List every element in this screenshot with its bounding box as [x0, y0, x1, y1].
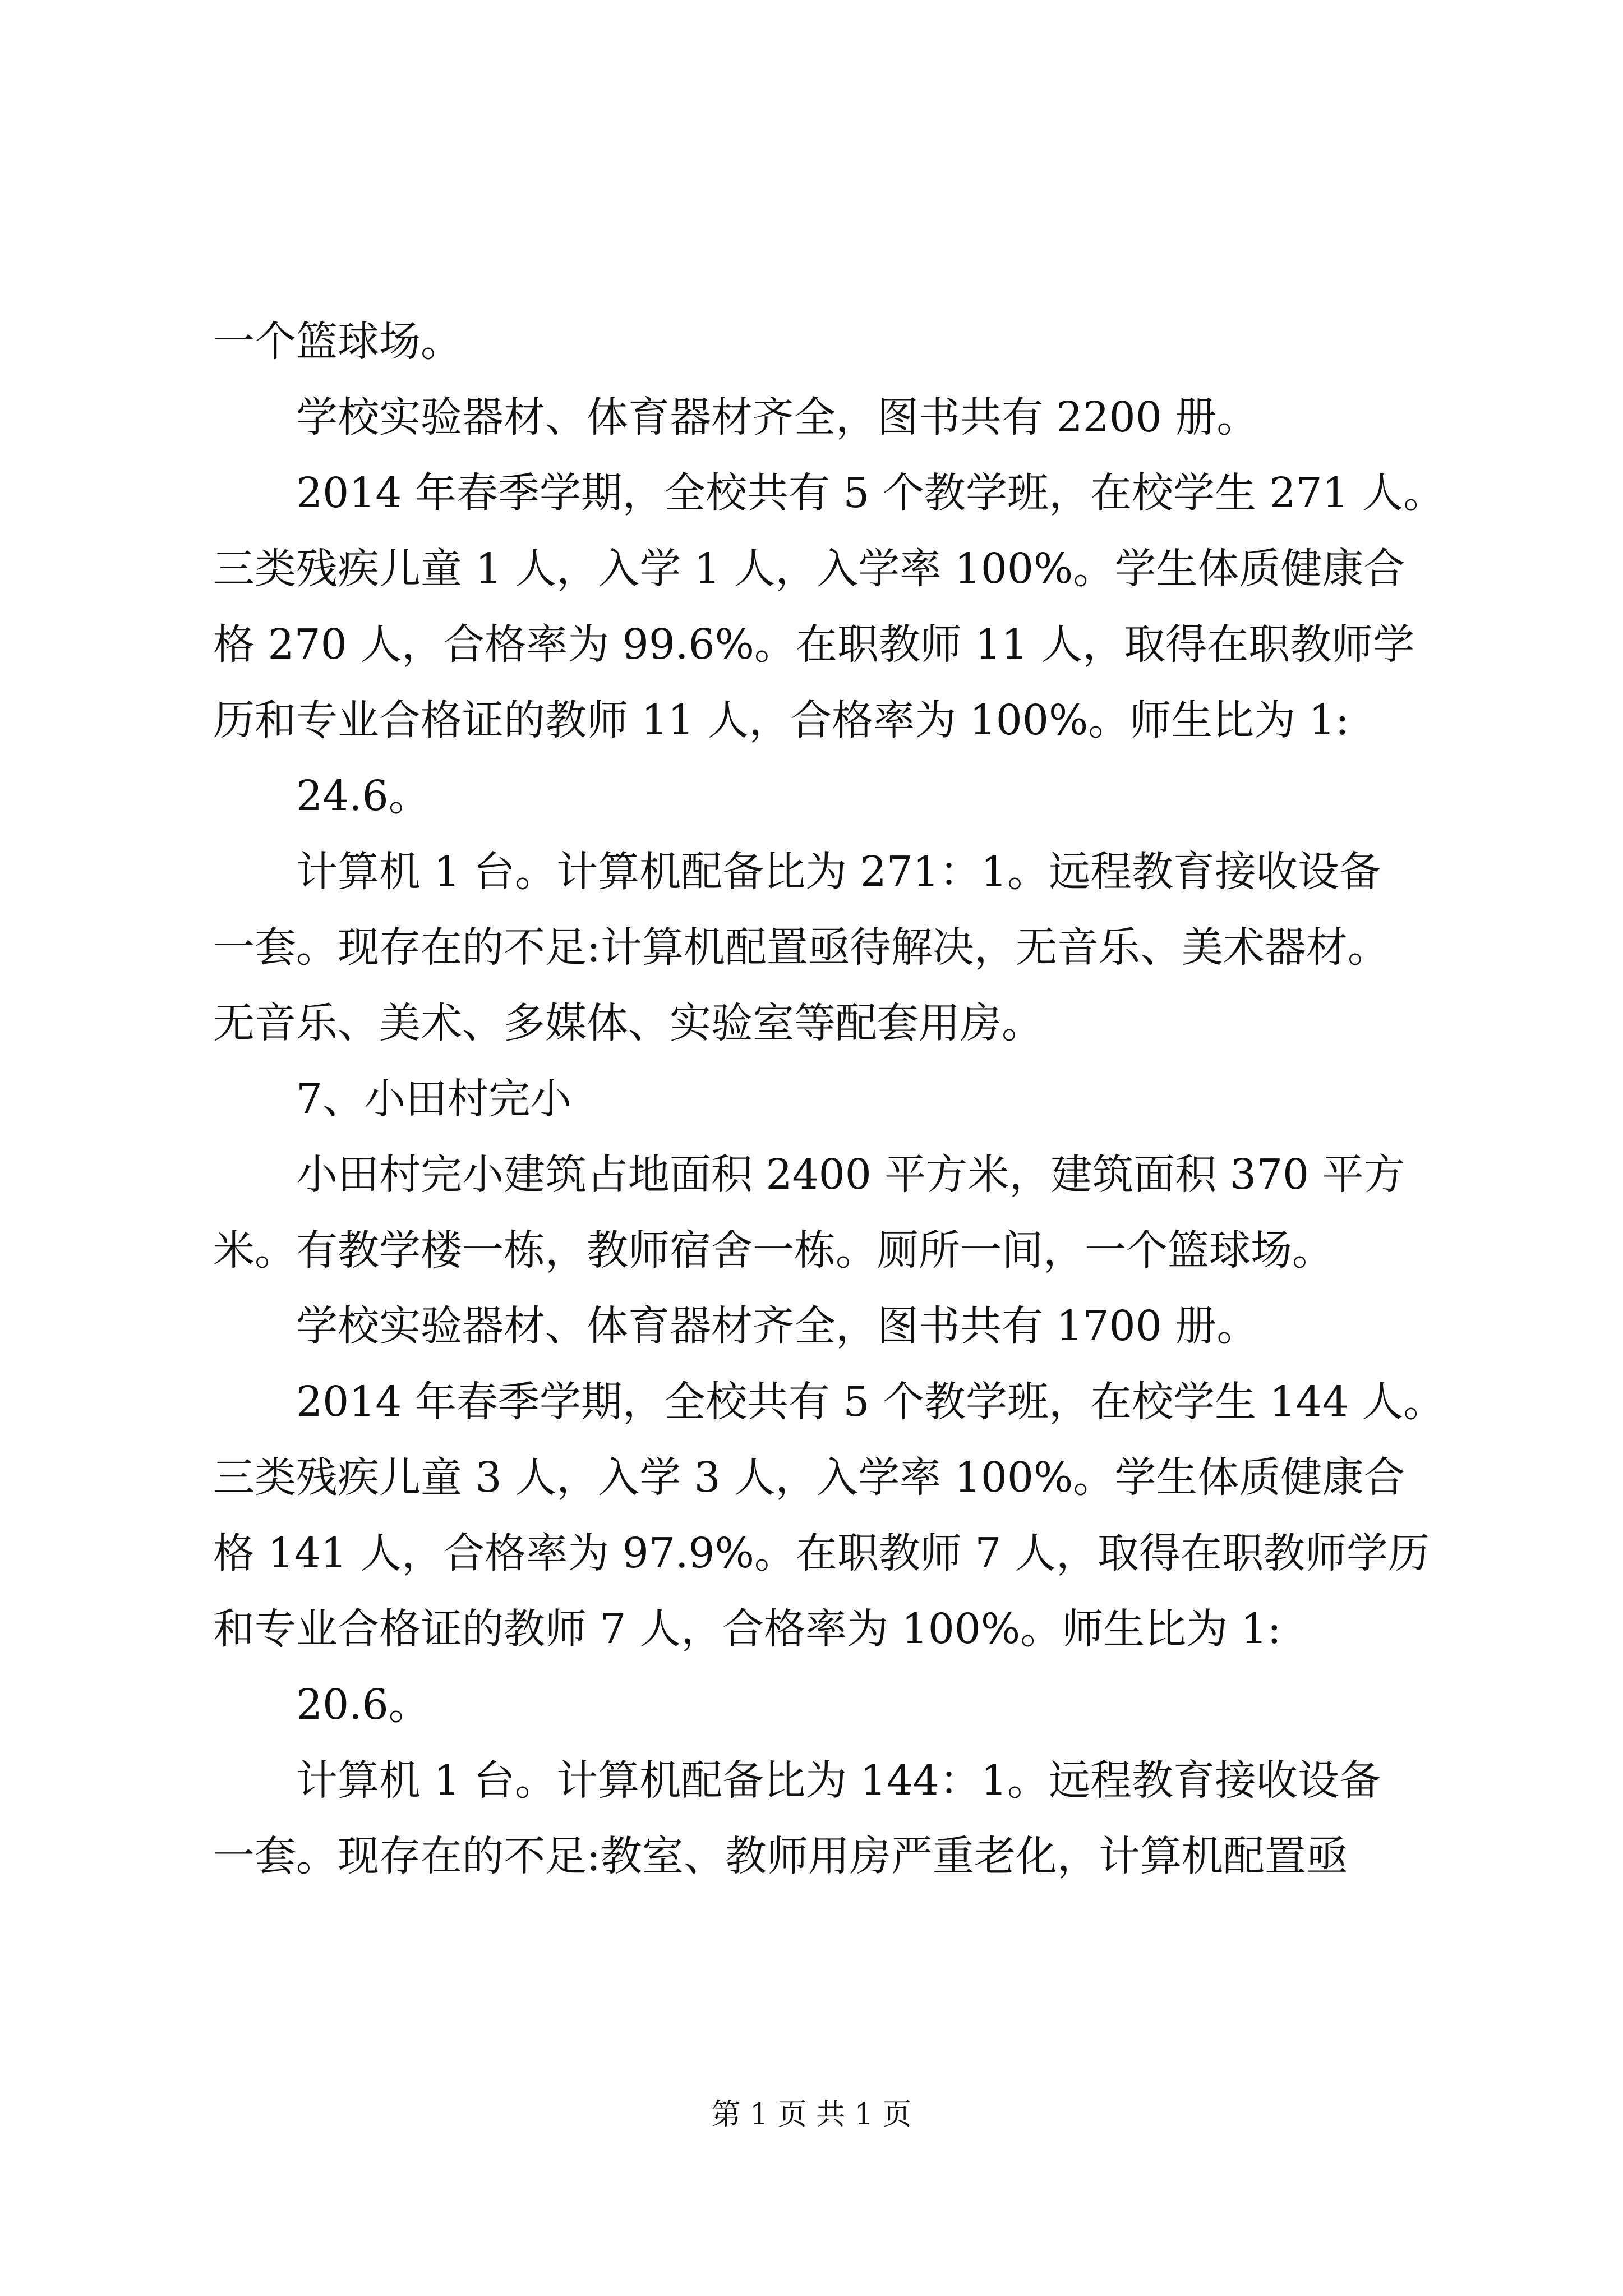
text-line: 小田村完小建筑占地面积 2400 平方米，建筑面积 370 平方	[296, 1151, 1405, 1199]
document-body	[213, 304, 1445, 1894]
text-line: 米。有教学楼一栋，教师宿舍一栋。厕所一间，一个篮球场。	[213, 1226, 1334, 1274]
text-line: 20.6。	[296, 1681, 430, 1729]
text-line: 计算机 1 台。计算机配备比为 144：1。远程教育接收设备	[296, 1756, 1381, 1805]
text-line: 格 141 人，合格率为 97.9%。在职教师 7 人，取得在职教师学历	[213, 1529, 1430, 1577]
text-line: 24.6。	[296, 772, 430, 820]
text-line: 一套。现存在的不足:计算机配置亟待解决，无音乐、美术器材。	[213, 923, 1389, 972]
text-line: 2014 年春季学期，全校共有 5 个教学班，在校学生 144 人。	[296, 1378, 1445, 1426]
page-footer	[0, 2095, 1623, 2134]
text-line: 格 270 人，合格率为 99.6%。在职教师 11 人，取得在职教师学	[213, 620, 1415, 669]
text-line: 一套。现存在的不足:教室、教师用房严重老化，计算机配置亟	[213, 1832, 1348, 1880]
text-line: 学校实验器材、体育器材齐全，图书共有 2200 册。	[296, 393, 1258, 441]
text-line: 三类残疾儿童 3 人，入学 3 人，入学率 100%。学生体质健康合	[213, 1453, 1405, 1502]
text-line: 历和专业合格证的教师 11 人，合格率为 100%。师生比为 1:	[213, 696, 1349, 744]
section-heading: 7、小田村完小	[296, 1075, 572, 1123]
text-line: 计算机 1 台。计算机配备比为 271：1。远程教育接收设备	[296, 848, 1381, 896]
text-line: 无音乐、美术、多媒体、实验室等配套用房。	[213, 999, 1043, 1047]
page-number: 第 1 页 共 1 页	[711, 2098, 912, 2132]
text-line: 学校实验器材、体育器材齐全，图书共有 1700 册。	[296, 1302, 1258, 1350]
text-line: 和专业合格证的教师 7 人，合格率为 100%。师生比为 1:	[213, 1605, 1281, 1653]
text-line: 一个篮球场。	[213, 318, 462, 366]
text-line: 三类残疾儿童 1 人，入学 1 人，入学率 100%。学生体质健康合	[213, 545, 1405, 593]
text-line: 2014 年春季学期，全校共有 5 个教学班，在校学生 271 人。	[296, 469, 1445, 517]
